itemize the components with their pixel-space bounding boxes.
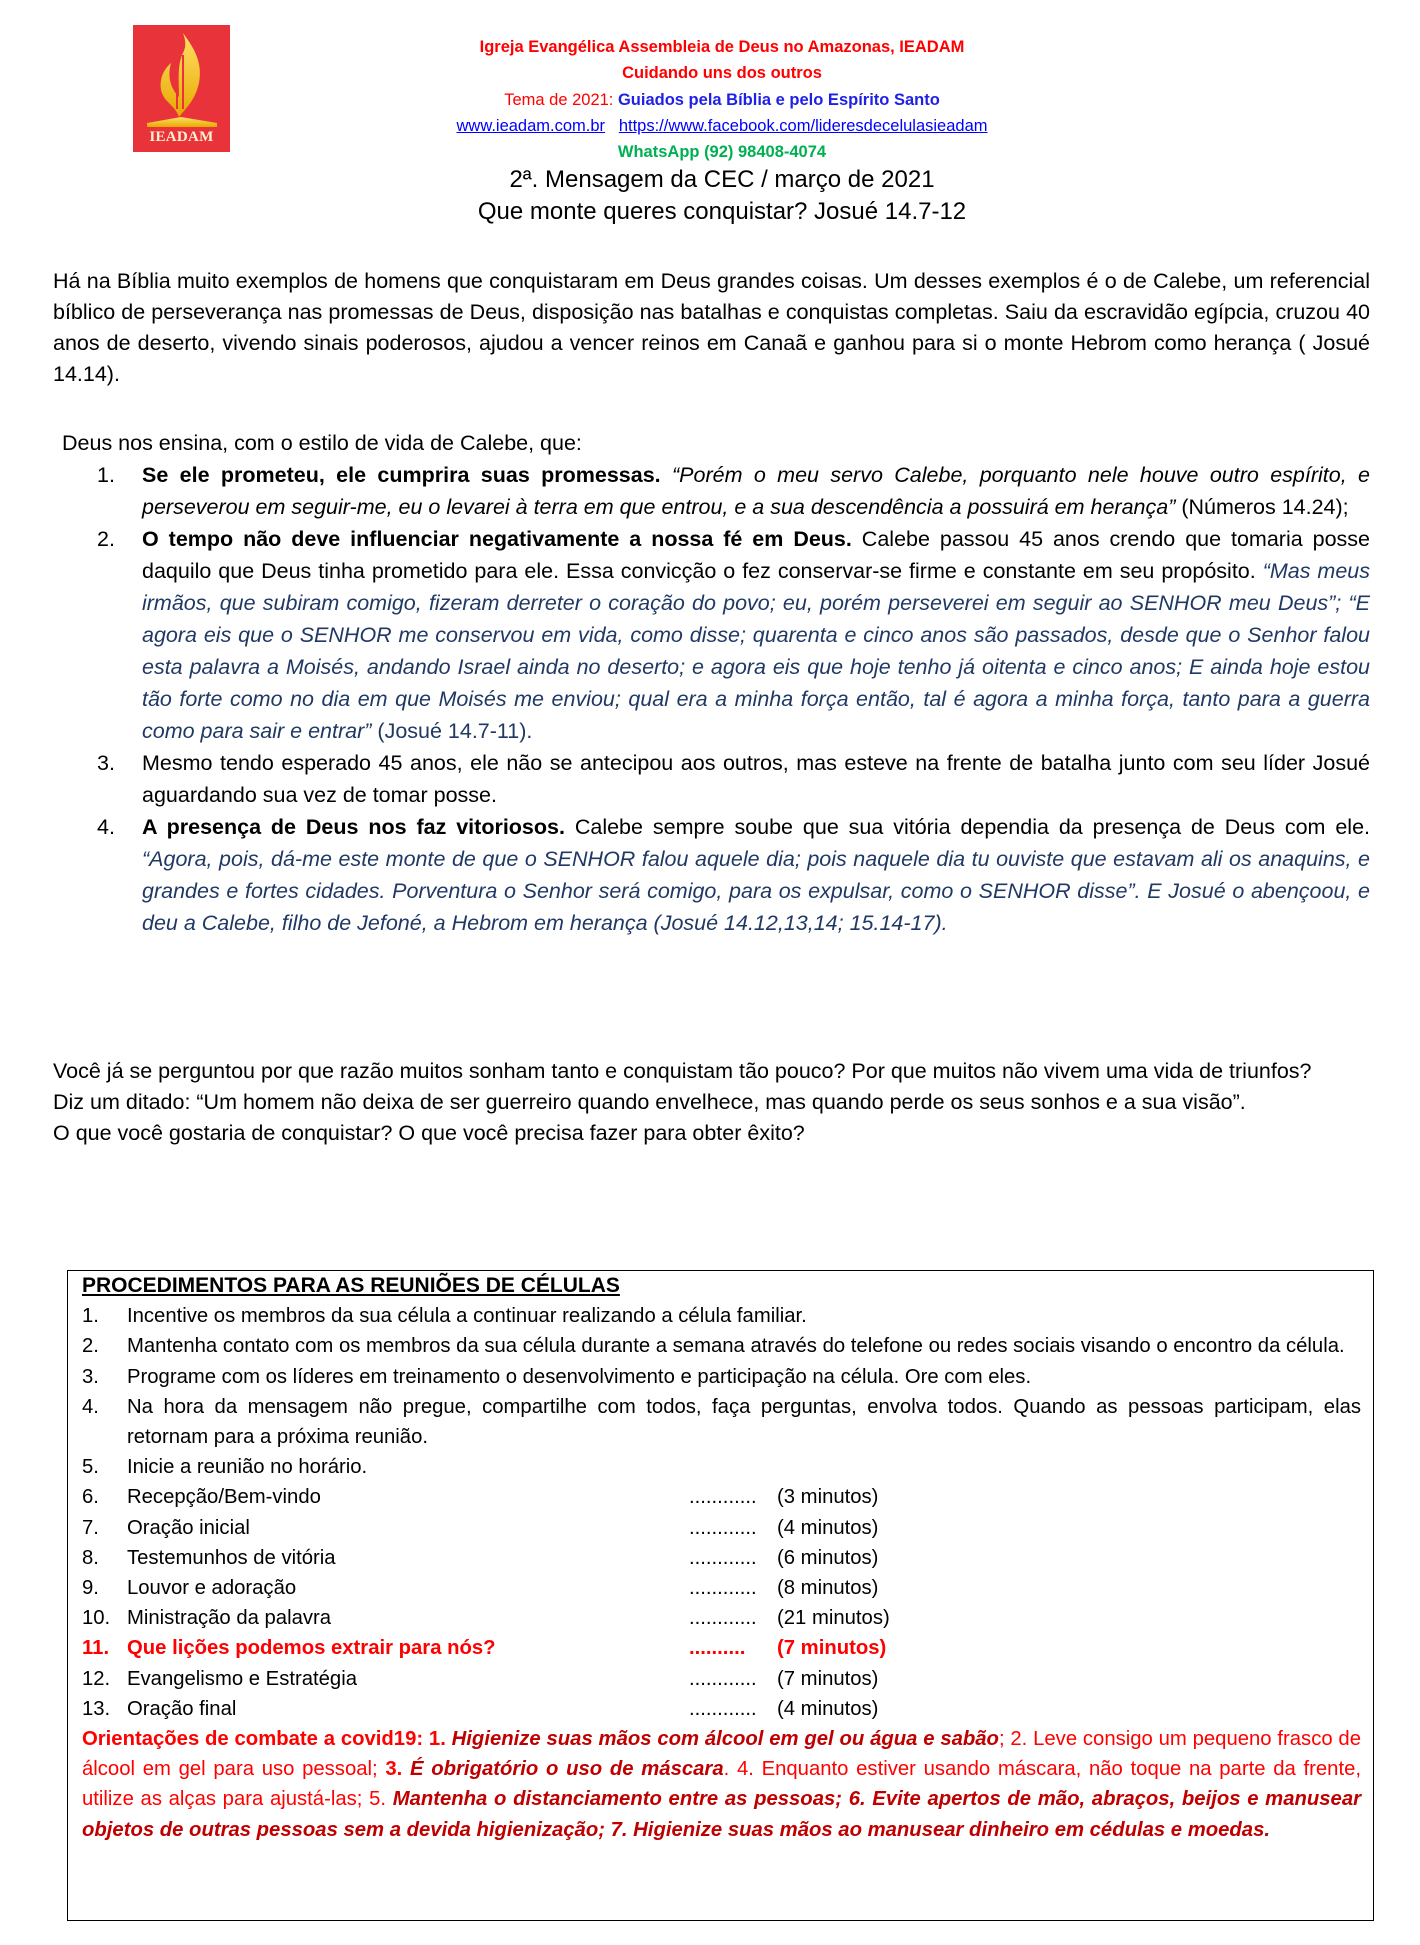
schedule-number: 7. xyxy=(82,1516,99,1539)
message-title xyxy=(300,164,1144,228)
schedule-duration: (4 minutos) xyxy=(777,1516,879,1539)
schedule-row xyxy=(82,1694,1361,1724)
schedule-row-highlighted xyxy=(82,1633,1361,1663)
schedule-duration: (21 minutos) xyxy=(777,1607,890,1630)
procedure-number: 3. xyxy=(82,1365,99,1388)
lesson-number: 3. xyxy=(97,751,115,775)
schedule-row xyxy=(82,1603,1361,1633)
covid-guideline-1: Higienize suas mãos com álcool em gel ou água e sabão xyxy=(445,1727,999,1750)
procedure-text: Mantenha contato com os membros da sua célula durante a semana através do telefone ou redes sociais visando o encontro da célula. xyxy=(127,1335,1345,1358)
schedule-number: 13. xyxy=(82,1697,111,1720)
schedule-activity: Testemunhos de vitória xyxy=(127,1546,336,1569)
lesson-text: Mesmo tendo esperado 45 anos, ele não se antecipou aos outros, mas esteve na frente de batalha junto com seu líder Josué aguardando sua vez de tomar posse. xyxy=(142,751,1370,807)
schedule-leader-dots: .......... xyxy=(689,1637,746,1660)
covid-guideline-4: . 4. Enquanto estiver usando máscara, não toque na parte da frente, utilize as alças para ajustá-las; 5. xyxy=(82,1758,1361,1811)
procedure-item xyxy=(82,1452,1361,1482)
website-link[interactable]: www.ieadam.com.br xyxy=(456,116,606,135)
schedule-activity: Ministração da palavra xyxy=(127,1607,332,1630)
schedule-duration: (3 minutos) xyxy=(777,1486,879,1509)
lesson-ref: (Números 14.24); xyxy=(1175,495,1349,519)
schedule-number: 6. xyxy=(82,1486,99,1509)
covid-guideline-5-7: Mantenha o distanciamento entre as pessoas; 6. Evite apertos de mão, abraços, beijos e manusear objetos de outras pessoas sem a devida higienização; 7. Higienize suas mãos ao manusear dinheiro em cédulas e moedas. xyxy=(82,1788,1361,1841)
schedule-activity: Oração final xyxy=(127,1697,237,1720)
schedule-leader-dots: ............ xyxy=(689,1516,757,1539)
lesson-quote: “Porém o meu servo Calebe, porquanto nele houve outro espírito, e perseverou em seguir-me, eu o levarei à terra em que entrou, e a sua descendência a possuirá em herança” xyxy=(142,463,1370,519)
lessons-intro: Deus nos ensina, com o estilo de vida de Calebe, que: xyxy=(62,431,582,455)
whatsapp-contact: WhatsApp (92) 98408-4074 xyxy=(617,143,827,162)
schedule-activity: Recepção/Bem-vindo xyxy=(127,1486,321,1509)
lesson-heading: A presença de Deus nos faz vitoriosos. xyxy=(142,815,565,839)
links-line xyxy=(300,113,1144,139)
procedure-text: Inicie a reunião no horário. xyxy=(127,1456,368,1479)
lesson-number: 4. xyxy=(97,815,115,839)
covid-guideline-3: É obrigatório o uso de máscara xyxy=(402,1758,724,1781)
procedure-text: Na hora da mensagem não pregue, compartilhe com todos, faça perguntas, envolva todos. Quando as pessoas participam, elas retornam para a próxima reunião. xyxy=(127,1395,1361,1449)
procedure-item xyxy=(82,1301,1361,1331)
procedure-number: 5. xyxy=(82,1456,99,1479)
schedule-row xyxy=(82,1482,1361,1512)
schedule-leader-dots: ............ xyxy=(689,1697,757,1720)
intro-paragraph: Há na Bíblia muito exemplos de homens que conquistaram em Deus grandes coisas. Um desses exemplos é o de Calebe, um referencial bíblico de perseverança nas promessas de Deus, disposição nas batalhas e conquistas completas. Saiu da escravidão egípcia, cruzou 40 anos de deserto, vivendo sinais poderosos, ajudou a vencer reinos em Canaã e ganhou para si o monte Hebrom como herança ( Josué 14.14). xyxy=(53,269,1370,386)
covid-guideline-2: ; 2. Leve consigo um pequeno frasco de álcool em gel para uso pessoal; xyxy=(82,1727,1361,1781)
lesson-item xyxy=(53,459,1370,523)
lesson-item xyxy=(53,747,1370,811)
schedule-activity: Louvor e adoração xyxy=(127,1576,297,1599)
procedure-text: Incentive os membros da sua célula a continuar realizando a célula familiar. xyxy=(127,1305,807,1328)
procedure-number: 4. xyxy=(82,1395,99,1418)
closing-questions xyxy=(53,1056,1370,1149)
lesson-number: 2. xyxy=(97,527,115,551)
schedule-number: 8. xyxy=(82,1546,99,1569)
covid-guidelines xyxy=(82,1724,1361,1845)
schedule-leader-dots: ............ xyxy=(689,1607,757,1630)
schedule-number: 10. xyxy=(82,1607,111,1630)
lesson-text: Calebe sempre soube que sua vitória dependia da presença de Deus com ele. xyxy=(564,815,1370,839)
lesson-quote: “Agora, pois, dá-me este monte de que o SENHOR falou aquele dia; pois naquele dia tu ouviste que estavam ali os anaquins, e grandes e fortes cidades. Porventura o Senhor será comigo, para os expulsar, como o SENHOR disse”. E Josué o abençoou, e deu a Calebe, filho de Jefoné, a Hebrom em herança (Josué 14.12,13,14; 15.14-17). xyxy=(142,847,1370,935)
closing-paragraph: O que você gostaria de conquistar? O que você precisa fazer para obter êxito? xyxy=(53,1121,805,1145)
procedure-number: 2. xyxy=(82,1335,99,1358)
theme-text: Guiados pela Bíblia e pelo Espírito Santo xyxy=(617,90,940,109)
lesson-number: 1. xyxy=(97,463,115,487)
lesson-text xyxy=(661,463,672,487)
church-motto: Cuidando uns dos outros xyxy=(622,64,822,83)
schedule-duration: (7 minutos) xyxy=(777,1667,879,1690)
procedure-item xyxy=(82,1331,1361,1361)
schedule-row xyxy=(82,1664,1361,1694)
covid-heading: Orientações de combate a covid19: 1. xyxy=(82,1727,446,1750)
procedures-box xyxy=(67,1270,1374,1921)
lesson-ref: (Josué 14.7-11). xyxy=(371,719,533,743)
schedule-activity: Que lições podemos extrair para nós? xyxy=(127,1637,496,1660)
schedule-leader-dots: ............ xyxy=(689,1576,757,1599)
schedule-duration: (6 minutos) xyxy=(777,1546,879,1569)
procedures-title: PROCEDIMENTOS PARA AS REUNIÕES DE CÉLULAS xyxy=(82,1274,620,1297)
lessons-list xyxy=(53,459,1370,939)
covid-guideline-3-number: 3. xyxy=(385,1758,403,1781)
schedule-row xyxy=(82,1543,1361,1573)
closing-paragraph: Diz um ditado: “Um homem não deixa de ser guerreiro quando envelhece, mas quando perde os seus sonhos e a sua visão”. xyxy=(53,1090,1246,1114)
schedule-number: 11. xyxy=(82,1637,110,1660)
schedule-row xyxy=(82,1573,1361,1603)
lesson-heading: Se ele prometeu, ele cumprira suas promessas. xyxy=(142,463,661,487)
lesson-item xyxy=(53,523,1370,747)
procedure-item xyxy=(82,1362,1361,1392)
theme-prefix: Tema de 2021: xyxy=(504,90,618,109)
closing-paragraph: Você já se perguntou por que razão muitos sonham tanto e conquistam tão pouco? Por que muitos não vivem uma vida de triunfos? xyxy=(53,1059,1312,1083)
theme-line xyxy=(300,87,1144,113)
schedule-leader-dots: ............ xyxy=(689,1546,757,1569)
schedule-duration: (4 minutos) xyxy=(777,1697,879,1720)
schedule-number: 12. xyxy=(82,1667,111,1690)
schedule-activity: Evangelismo e Estratégia xyxy=(127,1667,357,1690)
logo-label: IEADAM xyxy=(149,129,214,145)
lesson-text: Calebe passou 45 anos crendo que tomaria posse daquilo que Deus tinha prometido para ele. Essa convicção o fez conservar-se firme e constante em seu propósito. xyxy=(142,527,1370,583)
church-name: Igreja Evangélica Assembleia de Deus no Amazonas, IEADAM xyxy=(479,38,965,56)
ieadam-logo xyxy=(133,25,230,152)
schedule-number: 9. xyxy=(82,1576,99,1599)
procedure-number: 1. xyxy=(82,1305,99,1328)
church-header xyxy=(300,34,1144,165)
schedule-duration: (8 minutos) xyxy=(777,1576,879,1599)
message-title-line1: 2ª. Mensagem da CEC / março de 2021 xyxy=(509,166,935,193)
procedure-text: Programe com os líderes em treinamento o desenvolvimento e participação na célula. Ore com eles. xyxy=(127,1365,1032,1388)
schedule-leader-dots: ............ xyxy=(689,1486,757,1509)
lesson-item xyxy=(53,811,1370,939)
lesson-heading: O tempo não deve influenciar negativamente a nossa fé em Deus. xyxy=(142,527,852,551)
schedule-leader-dots: ............ xyxy=(689,1667,757,1690)
facebook-link[interactable]: https://www.facebook.com/lideresdecelulasieadam xyxy=(618,116,988,135)
lesson-quote: “Mas meus irmãos, que subiram comigo, fizeram derreter o coração do povo; eu, porém perseverei em seguir ao SENHOR meu Deus”; “E agora eis que o SENHOR me conservou em vida, como disse; quarenta e cinco anos são passados, desde que o Senhor falou esta palavra a Moisés, andando Israel ainda no deserto; e agora eis que hoje tenho já oitenta e cinco anos; E ainda hoje estou tão forte como no dia em que Moisés me enviou; qual era a minha força então, tal é agora a minha força, tanto para a guerra como para sair e entrar” xyxy=(142,559,1370,743)
schedule-duration: (7 minutos) xyxy=(777,1637,887,1660)
schedule-activity: Oração inicial xyxy=(127,1516,250,1539)
message-title-line2: Que monte queres conquistar? Josué 14.7-12 xyxy=(477,198,967,225)
procedure-item xyxy=(82,1392,1361,1452)
schedule-row xyxy=(82,1513,1361,1543)
